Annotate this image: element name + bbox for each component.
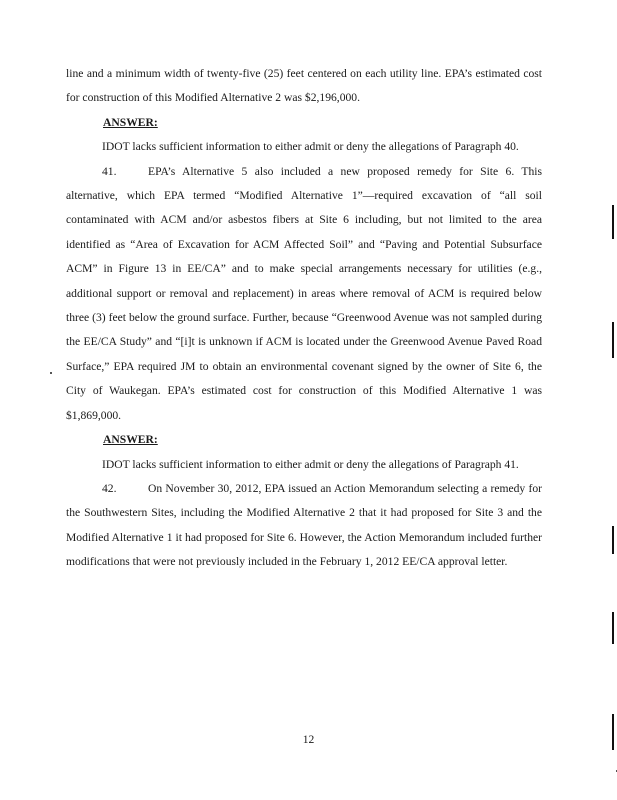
answer-heading-40: ANSWER: — [103, 115, 158, 129]
page-number: 12 — [302, 733, 315, 746]
paragraph-41-text: EPA’s Alternative 5 also included a new proposed remedy for Site 6. This alternative, which EPA termed “Modified Alternative 1”—required excavation of “all soil contaminated with ACM and/or asbestos fibers at Site 6 including, but not limited to the area identified as “Area of Excavation for ACM Affected Soil” and “Paving and Potential Subsurface ACM” in Figure 13 in EE/CA” and to make special arrangements necessary for utilities (e.g., additional support or removal and replacement) in areas where removal of ACM is required below three (3) feet below the ground surface. Further, because “Greenwood Avenue was not sampled during the EE/CA Study” and “[i]t is unknown if ACM is located under the Greenwood Avenue Paved Road Surface,” EPA required JM to obtain an environmental covenant signed by the owner of Site 6, the City of Waukegan. EPA’s estimated cost for construction of this Modified Alternative 1 was $1,869,000. — [66, 164, 542, 422]
revision-bar — [612, 322, 614, 358]
paragraph-number-42: 42. — [102, 481, 117, 495]
answer-paragraph-40: IDOT lacks sufficient information to either admit or deny the allegations of Paragraph 40. — [102, 140, 519, 154]
answer-paragraph-41: IDOT lacks sufficient information to either admit or deny the allegations of Paragraph 41. — [102, 457, 519, 471]
paragraph-41 — [66, 160, 542, 428]
revision-bar — [612, 526, 614, 554]
revision-bar — [612, 714, 614, 750]
paragraph-42-text: On November 30, 2012, EPA issued an Action Memorandum selecting a remedy for the Southwestern Sites, including the Modified Alternative 2 that it had proposed for Site 3 and the Modified Alternative 1 it had proposed for Site 6. However, the Action Memorandum included further modifications that were not previously included in the February 1, 2012 EE/CA approval letter. — [66, 481, 542, 569]
scan-speck — [50, 372, 52, 374]
answer-heading-41: ANSWER: — [103, 433, 158, 447]
paragraph-number-41: 41. — [102, 164, 117, 178]
paragraph-40-continuation: line and a minimum width of twenty-five (25) feet centered on each utility line. EPA’s estimated cost for construction of this Modified Alternative 2 was $2,196,000. — [66, 67, 542, 105]
body-text — [66, 62, 542, 575]
revision-bar — [612, 612, 614, 644]
paragraph-42 — [66, 477, 542, 575]
revision-bar — [612, 205, 614, 239]
